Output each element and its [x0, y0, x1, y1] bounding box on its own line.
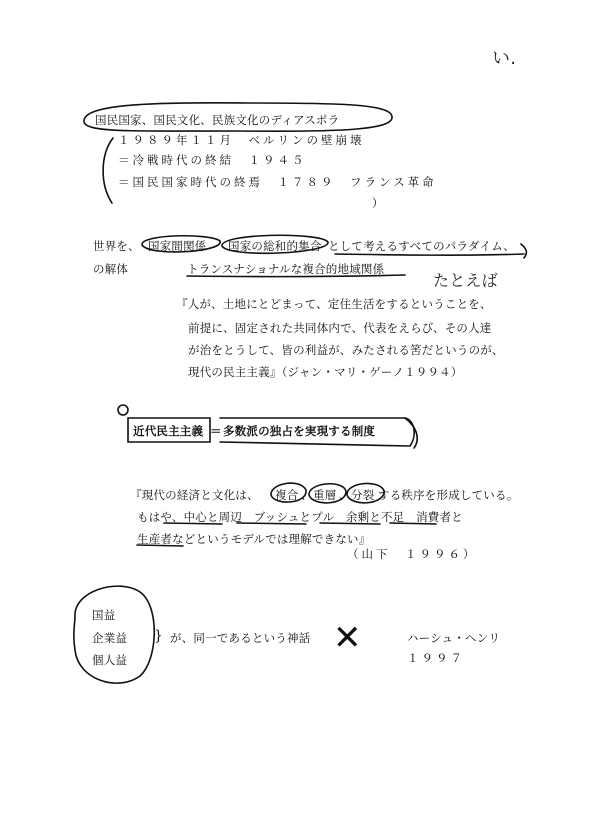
- quote2-sep1: 、: [301, 488, 313, 502]
- section1-close-paren: ）: [372, 196, 384, 210]
- definition-loop: [118, 405, 128, 415]
- quote2-citation: （山下 １９９６）: [347, 547, 478, 561]
- definition-tail: [405, 418, 417, 448]
- quote2-word-jusou: 重層: [313, 488, 337, 502]
- quote1-line1: 『人が、土地にとどまって、定住生活をするということを、: [176, 297, 492, 311]
- myth-text: が、同一であるという神話: [170, 631, 311, 645]
- myth-author: ハーシュ・ヘンリ: [407, 631, 501, 645]
- quote2-line1-b: する秩序を形成している。: [378, 488, 519, 502]
- myth-brace: }: [154, 628, 164, 644]
- myth-year: １９９７: [407, 651, 465, 665]
- section1-line3: ＝国民国家時代の終焉 １７８９ フランス革命: [118, 175, 437, 189]
- quote2-sep2: 、: [339, 488, 351, 502]
- section2-term1: 国家間関係: [148, 239, 207, 253]
- section1-line2: ＝冷戦時代の終結 １９４５: [118, 153, 307, 167]
- myth-item-national: 国益: [92, 608, 116, 622]
- quote2-line3: 生産者などというモデルでは理解できない』: [137, 532, 371, 546]
- section2-underline: [335, 254, 524, 255]
- quote2-line2: もはや、中心と周辺 ブッシュとプル 余剰と不足 消費者と: [137, 510, 463, 524]
- section2-lead: 世界を、: [93, 239, 140, 253]
- definition-right: 多数派の独占を実現する制度: [223, 424, 376, 438]
- myth-item-individual: 個人益: [92, 653, 128, 667]
- quote2-word-bunretsu: 分裂: [351, 488, 375, 502]
- section2-underline-end: [521, 244, 526, 258]
- quote1-line4: 現代の民主主義』（ジャン・マリ・ゲーノ１９９４）: [188, 365, 463, 379]
- cross-mark-icon: ✕: [333, 618, 362, 658]
- section2-line2-start: の解体: [93, 262, 129, 276]
- quote2-word-fukugo: 複合: [275, 488, 299, 502]
- handwritten-note: たとえば: [433, 271, 498, 290]
- quote2-line1-a: 『現代の経済と文化は、: [130, 488, 259, 502]
- myth-item-corporate: 企業益: [92, 631, 128, 645]
- section2-rest: として考えるすべてのパラダイム、: [328, 239, 515, 253]
- section1-line1: １９８９年１１月 ベルリンの壁崩壊: [118, 133, 365, 147]
- definition-left: 近代民主主義: [133, 424, 204, 438]
- quote1-line3: が治をとうして、皆の利益が、みたされる筈だというのが、: [188, 343, 504, 357]
- section2-term2: 国家の総和的集合: [228, 239, 322, 253]
- quote1-line2: 前提に、固定された共同体内で、代表をえらび、その人達: [188, 321, 492, 335]
- definition-equals: ＝: [210, 424, 222, 438]
- page-corner-mark: い.: [492, 48, 517, 69]
- section1-title: 国民国家、国民文化、民族文化のディアスポラ: [95, 113, 340, 127]
- section1-paren: [103, 138, 113, 203]
- section2-line2-rest: トランスナショナルな複合的地域関係: [187, 262, 385, 276]
